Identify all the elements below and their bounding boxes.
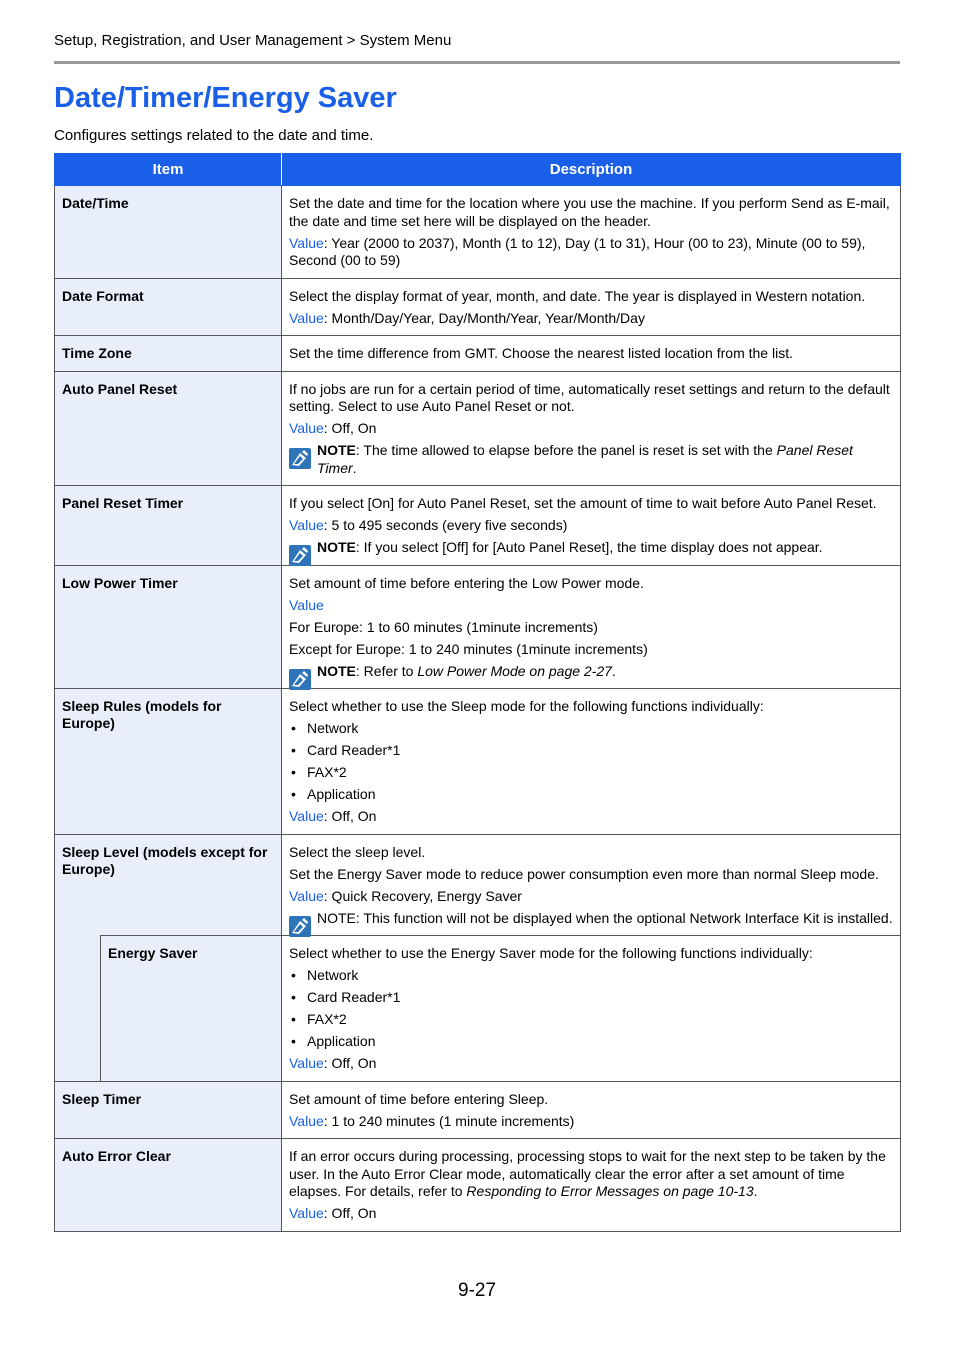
description-text: Set amount of time before entering Sleep. <box>289 1090 549 1107</box>
description-end: . <box>753 1183 758 1199</box>
list-item: • Application <box>289 786 893 804</box>
item-energy-saver: Energy Saver <box>101 936 282 1082</box>
page-title: Date/Timer/Energy Saver <box>54 82 397 114</box>
description-text: If no jobs are run for a certain period of time, automatically reset settings and return to the default setting. Select to use Auto Panel Reset or not. <box>289 380 890 414</box>
indent-spacer <box>55 936 101 1082</box>
value-text: : 5 to 495 seconds (every five seconds) <box>323 517 568 533</box>
value-line <box>289 1055 893 1073</box>
value-label[interactable]: Value <box>289 420 324 436</box>
list-item: • Application <box>289 1033 893 1051</box>
value-label[interactable]: Value <box>289 887 324 904</box>
description-cell <box>282 1081 901 1139</box>
description-text: Select whether to use the Sleep mode for the following functions individually: <box>289 698 764 714</box>
note-label: NOTE <box>317 539 356 555</box>
table-row <box>55 371 901 486</box>
note-label: NOTE <box>317 442 356 458</box>
note-text: : The time allowed to elapse before the panel is reset is set with the <box>355 442 777 458</box>
note <box>289 910 893 928</box>
value-line <box>289 420 893 438</box>
description-text: Set the date and time for the location where you use the machine. If you perform Send as E-mail, the date and time set here will be displayed on the header. <box>289 195 890 229</box>
table-row <box>55 186 901 279</box>
item-sleep-rules: Sleep Rules (models for Europe) <box>55 689 282 835</box>
description-cell <box>282 278 901 336</box>
item-auto-panel-reset: Auto Panel Reset <box>55 371 282 486</box>
table-row <box>55 936 901 1082</box>
description-cell <box>282 336 901 372</box>
table-row <box>55 278 901 336</box>
item-panel-reset-timer: Panel Reset Timer <box>55 486 282 566</box>
note-end: . <box>611 662 616 679</box>
intro-text: Configures settings related to the date and time. <box>54 127 374 144</box>
table-row <box>55 1139 901 1232</box>
value-label[interactable]: Value <box>289 596 324 613</box>
table-row <box>55 689 901 835</box>
breadcrumb: Setup, Registration, and User Management > System Menu <box>54 32 452 49</box>
description-text: Set the time difference from GMT. Choose the nearest listed location from the list. <box>289 345 793 361</box>
value-europe: For Europe: 1 to 60 minutes (1minute increments) <box>289 618 598 635</box>
description-cell <box>282 371 901 486</box>
note-end: . <box>352 459 357 476</box>
item-date-format: Date Format <box>55 278 282 336</box>
note <box>289 539 893 557</box>
note-icon <box>289 545 311 566</box>
description-reference[interactable]: Responding to Error Messages on page 10-13 <box>466 1183 754 1199</box>
note-text: : Refer to <box>355 662 418 679</box>
value-label[interactable]: Value <box>289 1055 324 1071</box>
value-text: : Year (2000 to 2037), Month (1 to 12), Day (1 to 31), Hour (00 to 23), Minute (00 to 59), Second (00 to 59) <box>289 234 866 268</box>
note <box>289 442 893 477</box>
item-sleep-timer: Sleep Timer <box>55 1081 282 1139</box>
settings-table <box>54 153 901 1232</box>
value-text: : Off, On <box>323 420 377 436</box>
note <box>289 663 893 681</box>
value-label[interactable]: Value <box>289 309 324 326</box>
value-label[interactable]: Value <box>289 1112 324 1129</box>
item-auto-error-clear: Auto Error Clear <box>55 1139 282 1232</box>
table-row <box>55 565 901 689</box>
list-item: • FAX*2 <box>289 1011 893 1029</box>
note-reference[interactable]: Low Power Mode on page 2-27 <box>417 662 612 679</box>
item-sleep-level: Sleep Level (models except for Europe) <box>55 834 282 936</box>
note-text: NOTE: This function will not be displayed when the optional Network Interface Kit is installed. <box>317 909 893 926</box>
value-text: : Off, On <box>323 1055 377 1071</box>
table-row <box>55 1081 901 1139</box>
page-number: 9-27 <box>458 1280 497 1301</box>
description-cell <box>282 1139 901 1232</box>
value-label[interactable]: Value <box>289 1205 324 1221</box>
description-text: If you select [On] for Auto Panel Reset, set the amount of time to wait before Auto Panel Reset. <box>289 495 877 511</box>
value-text: : Off, On <box>323 808 377 824</box>
note-label: NOTE <box>317 662 356 679</box>
description-text <box>289 1148 893 1201</box>
value-label[interactable]: Value <box>289 517 324 533</box>
value-text: : Quick Recovery, Energy Saver <box>323 887 522 904</box>
description-text: Set amount of time before entering the Low Power mode. <box>289 574 644 591</box>
table-row <box>55 834 901 936</box>
note-reference[interactable]: Panel Reset Timer <box>317 442 853 476</box>
item-low-power-timer: Low Power Timer <box>55 565 282 689</box>
description-text: Select the display format of year, month, and date. The year is displayed in Western notation. <box>289 287 866 304</box>
description-cell <box>282 689 901 835</box>
value-label[interactable]: Value <box>289 234 324 251</box>
value-text: : 1 to 240 minutes (1 minute increments) <box>323 1112 575 1129</box>
description-cell <box>282 936 901 1082</box>
description-cell <box>282 186 901 279</box>
list-item: • Card Reader*1 <box>289 989 893 1007</box>
description-cell <box>282 565 901 689</box>
value-text: : Off, On <box>323 1205 377 1221</box>
description-cell <box>282 486 901 566</box>
value-text: : Month/Day/Year, Day/Month/Year, Year/Month/Day <box>323 309 645 326</box>
value-line <box>289 235 893 270</box>
table-row <box>55 486 901 566</box>
value-line <box>289 1205 893 1223</box>
description-body: If an error occurs during processing, processing stops to wait for the next step to be taken by the user. In the Auto Error Clear mode, automatically clear the error after a set amount of time elapses. For details, refer to <box>289 1148 886 1199</box>
list-item: • Card Reader*1 <box>289 742 893 760</box>
description-text: Select the sleep level. <box>289 843 426 860</box>
description-text: Set the Energy Saver mode to reduce power consumption even more than normal Sleep mode. <box>289 865 879 882</box>
value-line <box>289 1113 893 1131</box>
value-line <box>289 888 893 906</box>
note-icon <box>289 669 311 690</box>
list-item: • FAX*2 <box>289 764 893 782</box>
value-line <box>289 310 893 328</box>
list-item: • Network <box>289 720 893 738</box>
note-icon <box>289 448 311 469</box>
value-line <box>289 517 893 535</box>
value-except-europe: Except for Europe: 1 to 240 minutes (1minute increments) <box>289 640 648 657</box>
list-item: • Network <box>289 967 893 985</box>
header-divider <box>54 61 900 64</box>
value-label[interactable]: Value <box>289 808 324 824</box>
table-header-row <box>55 154 901 186</box>
description-cell <box>282 834 901 936</box>
item-time-zone: Time Zone <box>55 336 282 372</box>
note-icon <box>289 916 311 937</box>
column-header-item: Item <box>55 154 282 186</box>
column-header-description: Description <box>282 154 901 186</box>
item-date-time: Date/Time <box>55 186 282 279</box>
value-line <box>289 808 893 826</box>
note-text: : If you select [Off] for [Auto Panel Reset], the time display does not appear. <box>355 539 823 555</box>
description-text: Select whether to use the Energy Saver mode for the following functions individually: <box>289 945 813 961</box>
table-row <box>55 336 901 372</box>
